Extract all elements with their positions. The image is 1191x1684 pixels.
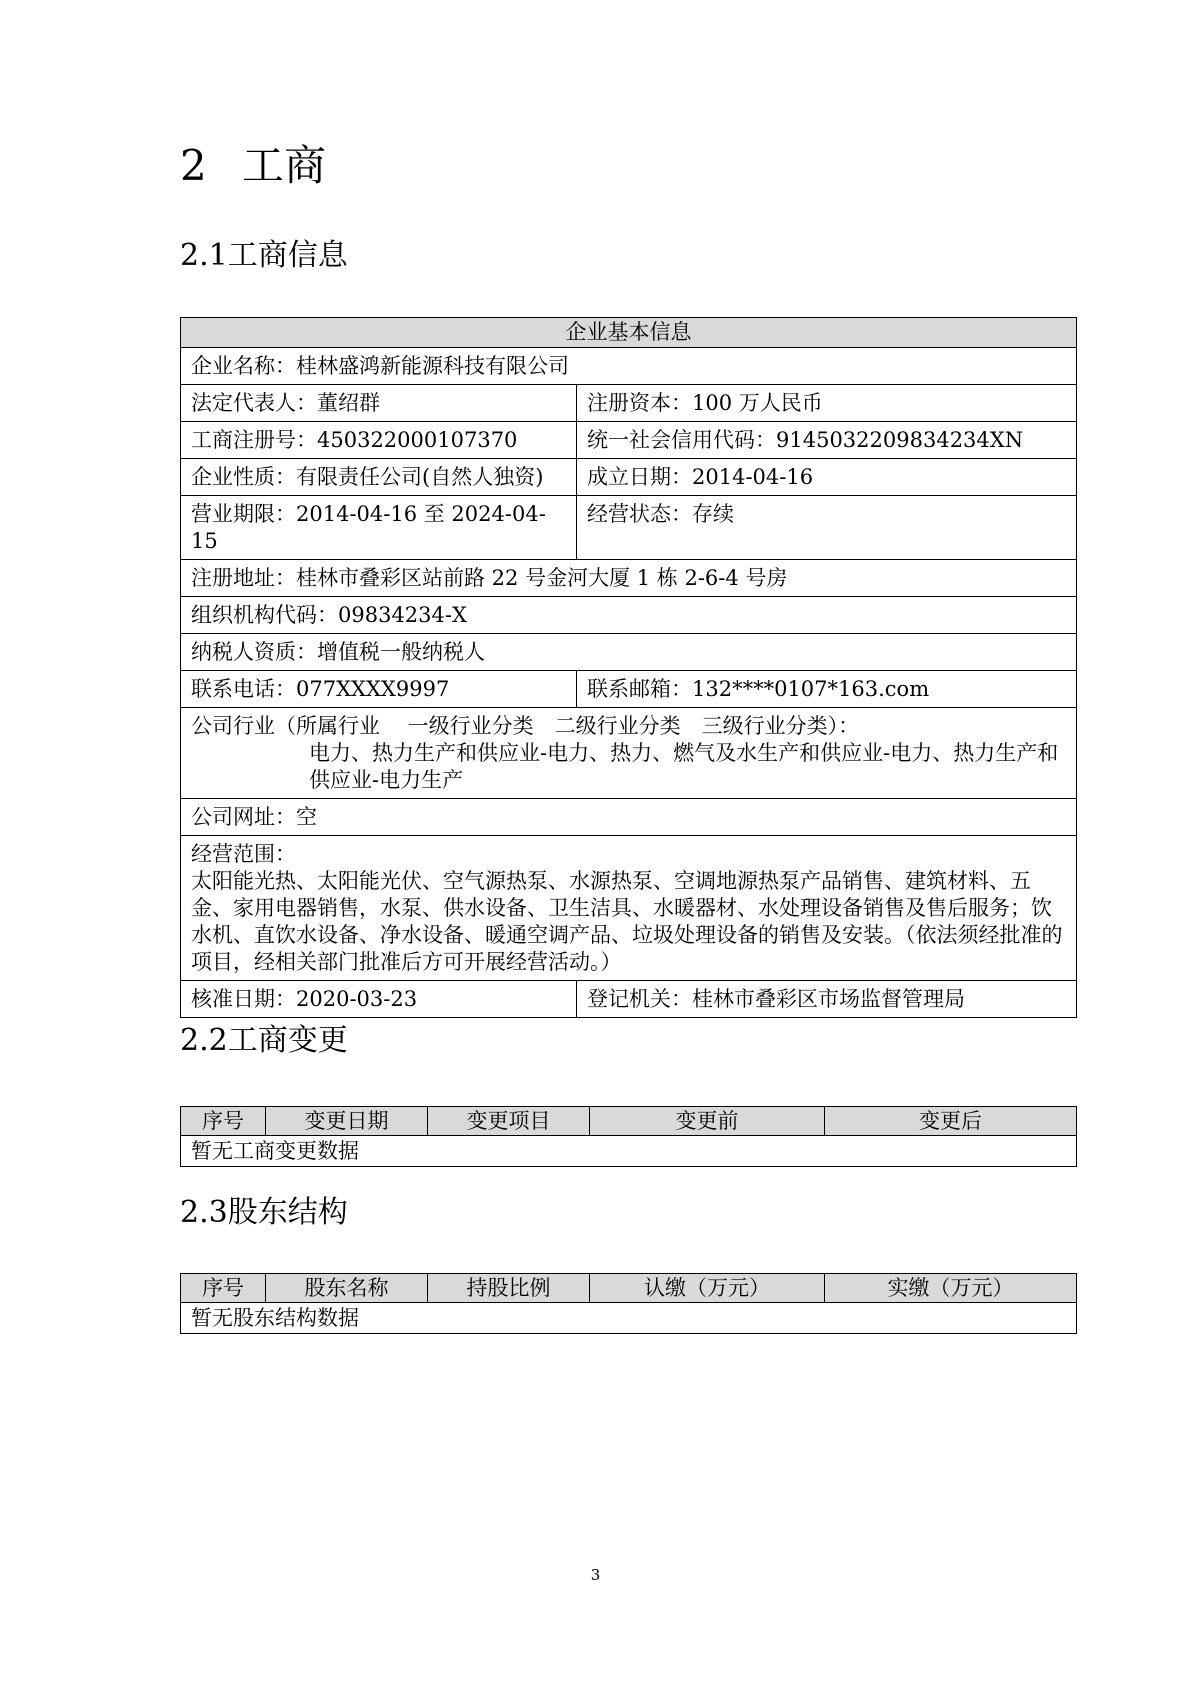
contact-email: 联系邮箱：132****0107*163.com — [577, 671, 1077, 708]
shareholders-col-header: 序号 — [181, 1274, 266, 1303]
shareholders-col-header: 股东名称 — [266, 1274, 428, 1303]
changes-col-header: 变更日期 — [266, 1107, 428, 1136]
scope-value: 太阳能光热、太阳能光伏、空气源热泵、水源热泵、空调地源热泵产品销售、建筑材料、五金、家用电器销售，水泵、供水设备、卫生洁具、水暖器材、水处理设备销售及售后服务；饮水机、直饮水设备、净水设备、暖通空调产品、垃圾处理设备的销售及安装。（依法须经批准的项目，经相关部门批准后方可开展经营活动。） — [191, 869, 1063, 974]
changes-header-row — [181, 1107, 1077, 1136]
company-website: 公司网址：空 — [181, 799, 1077, 836]
page-number: 3 — [590, 1566, 601, 1584]
section-heading-info: 2.1工商信息 — [180, 238, 348, 273]
business-scope — [181, 836, 1077, 981]
industry-value: 电力、热力生产和供应业-电力、热力、燃气及水生产和供应业-电力、热力生产和供应业-电力生产 — [309, 741, 1059, 792]
credit-code: 统一社会信用代码：9145032209834234XN — [577, 422, 1077, 459]
shareholders-empty-text: 暂无股东结构数据 — [181, 1303, 1077, 1334]
shareholders-table — [180, 1273, 1077, 1334]
chapter-number: 2 — [180, 141, 207, 190]
company-industry — [181, 708, 1077, 799]
chapter-heading — [180, 138, 326, 194]
shareholders-header-row — [181, 1274, 1077, 1303]
section-heading-shareholders: 2.3股东结构 — [180, 1195, 348, 1230]
industry-label: 公司行业（所属行业 一级行业分类 二级行业分类 三级行业分类）： — [191, 714, 860, 738]
registration-authority: 登记机关：桂林市叠彩区市场监督管理局 — [577, 981, 1077, 1018]
registered-capital: 注册资本：100 万人民币 — [577, 385, 1077, 422]
section-heading-changes: 2.2工商变更 — [180, 1023, 348, 1058]
changes-col-header: 序号 — [181, 1107, 266, 1136]
changes-table — [180, 1106, 1077, 1167]
business-term: 营业期限：2014-04-16 至 2024-04-15 — [181, 496, 577, 560]
chapter-title: 工商 — [242, 141, 327, 190]
changes-empty-text: 暂无工商变更数据 — [181, 1136, 1077, 1167]
shareholders-col-header: 认缴（万元） — [590, 1274, 825, 1303]
basic-info-table — [180, 317, 1077, 1018]
registration-number: 工商注册号：450322000107370 — [181, 422, 577, 459]
shareholders-col-header: 持股比例 — [428, 1274, 590, 1303]
registered-address: 注册地址：桂林市叠彩区站前路 22 号金河大厦 1 栋 2-6-4 号房 — [181, 560, 1077, 597]
changes-col-header: 变更项目 — [428, 1107, 590, 1136]
business-status: 经营状态：存续 — [577, 496, 1077, 560]
basic-info-header: 企业基本信息 — [181, 318, 1077, 348]
taxpayer-qualification: 纳税人资质：增值税一般纳税人 — [181, 634, 1077, 671]
contact-phone: 联系电话：077XXXX9997 — [181, 671, 577, 708]
scope-label: 经营范围： — [191, 842, 296, 866]
legal-representative: 法定代表人：董绍群 — [181, 385, 577, 422]
organization-code: 组织机构代码：09834234-X — [181, 597, 1077, 634]
approval-date: 核准日期：2020-03-23 — [181, 981, 577, 1018]
changes-col-header: 变更后 — [825, 1107, 1077, 1136]
company-nature: 企业性质：有限责任公司(自然人独资) — [181, 459, 577, 496]
company-name: 企业名称：桂林盛鸿新能源科技有限公司 — [181, 348, 1077, 385]
changes-col-header: 变更前 — [590, 1107, 825, 1136]
shareholders-col-header: 实缴（万元） — [825, 1274, 1077, 1303]
founded-date: 成立日期：2014-04-16 — [577, 459, 1077, 496]
